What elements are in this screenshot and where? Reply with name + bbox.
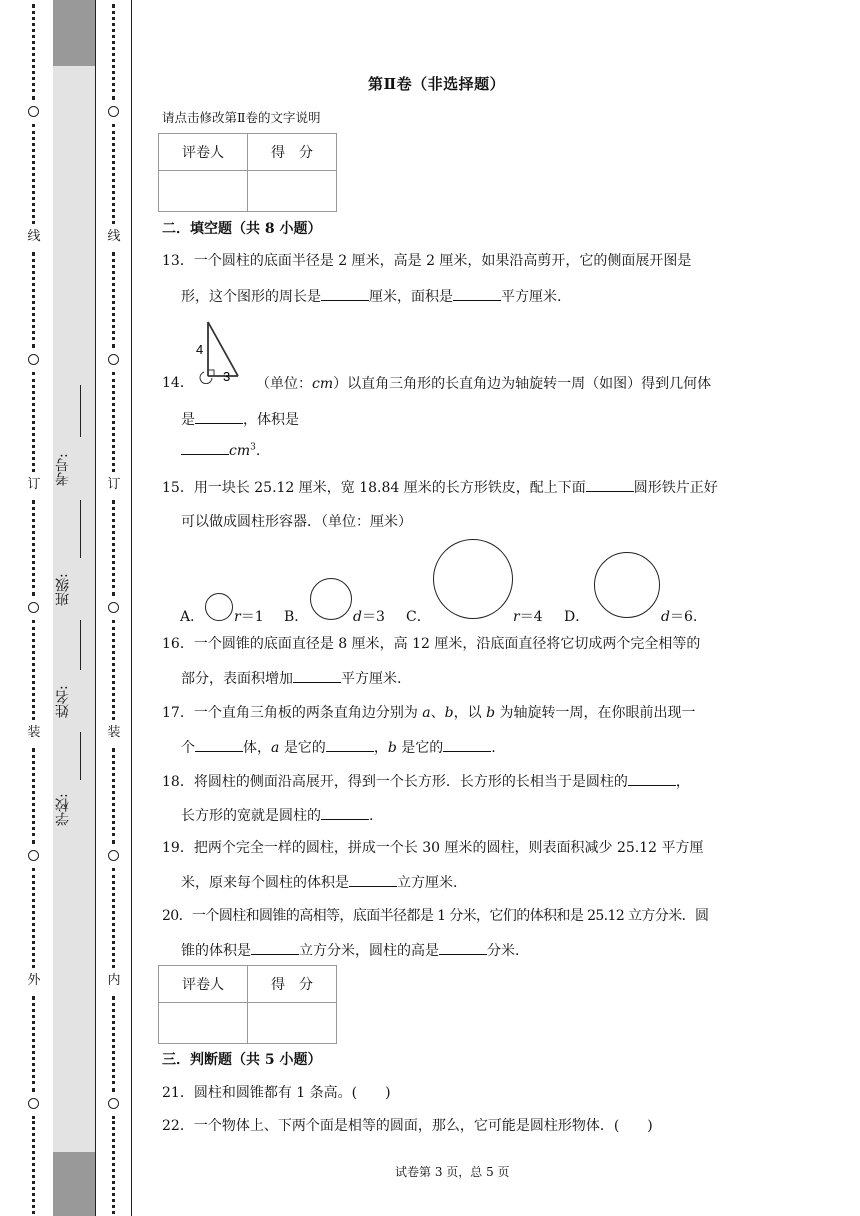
q15-option-b-value: d＝3	[353, 609, 385, 625]
section-note[interactable]: 请点击修改第Ⅱ卷的文字说明	[162, 110, 321, 125]
q18-line2: 长方形的宽就是圆柱的 .	[181, 805, 373, 825]
outer-char-xian: 线	[27, 229, 41, 244]
q15-option-c-label[interactable]: C．	[406, 609, 431, 625]
page-footer: 试卷第 3 页，总 5 页	[395, 1165, 510, 1179]
inner-char-nei: 内	[107, 973, 121, 988]
judge-section-heading: 三．判断题（共 5 小题）	[162, 1052, 322, 1068]
q19-line2: 米，原来每个圆柱的体积是 立方厘米.	[181, 872, 457, 892]
q20-line1: 20．一个圆柱和圆锥的高相等，底面半径都是 1 分米，它们的体积和是 25.12 立方分米．圆	[162, 908, 709, 924]
inner-char-ding: 订	[107, 477, 121, 492]
exam-number-label: 考号:	[55, 453, 71, 487]
school-label: 学校:	[55, 793, 71, 827]
inner-char-xian: 线	[107, 229, 121, 244]
q19-blank[interactable]	[349, 872, 397, 887]
class-label: 班级:	[55, 573, 71, 607]
inner-dotted-column	[107, 0, 121, 1216]
q18-blank-length[interactable]	[628, 771, 676, 786]
grader-cell-2[interactable]	[159, 1003, 248, 1044]
q15-option-a-label[interactable]: A．	[180, 609, 205, 625]
q14-blank-shape[interactable]	[195, 409, 243, 424]
q22: 22．一个物体上、下两个面是相等的圆面，那么，它可能是圆柱形物体．( )	[162, 1118, 653, 1134]
q17-line1: 17．一个直角三角板的两条直角边分别为 a、b，以 b 为轴旋转一周，在你眼前出现一	[162, 705, 696, 721]
q15-option-b-label[interactable]: B．	[284, 609, 309, 625]
circle-option-d	[594, 552, 660, 618]
score-header: 得 分	[248, 134, 337, 171]
q17-blank-b[interactable]	[443, 737, 491, 752]
name-label: 姓名:	[55, 685, 71, 719]
score-table-1	[158, 133, 337, 212]
q15-option-c-value: r＝4	[513, 609, 543, 625]
fill-section-heading: 二．填空题（共 8 小题）	[162, 221, 322, 237]
q20-blank-cone[interactable]	[251, 940, 299, 955]
section-title: 第Ⅱ卷（非选择题）	[368, 75, 506, 93]
q15-option-a-value: r＝1	[234, 609, 264, 625]
q19-line1: 19．把两个完全一样的圆柱，拼成一个长 30 厘米的圆柱，则表面积减少 25.12 平方厘	[162, 840, 704, 856]
q17-blank-shape[interactable]	[195, 737, 243, 752]
grader-header: 评卷人	[159, 134, 248, 171]
q16-line1: 16．一个圆锥的底面直径是 8 厘米，高 12 厘米，沿底面直径将它切成两个完全相等的	[162, 636, 701, 652]
q14-line3: $cm^3$.	[181, 440, 260, 459]
score-cell[interactable]	[248, 171, 337, 212]
q13-blank-perimeter[interactable]	[321, 286, 369, 301]
circle-option-a	[205, 593, 233, 621]
q13-line1: 13．一个圆柱的底面半径是 2 厘米，高是 2 厘米，如果沿高剪开，它的侧面展开图是	[162, 253, 692, 269]
q14-line1: （单位：cm）以直角三角形的长直角边为轴旋转一周（如图）得到几何体	[256, 376, 712, 392]
score-table-2	[158, 965, 337, 1044]
q15-blank[interactable]	[586, 477, 634, 492]
score-cell-2[interactable]	[248, 1003, 337, 1044]
q14-line2: 是 ，体积是	[181, 409, 299, 429]
q17-blank-a[interactable]	[326, 737, 374, 752]
q20-line2: 锥的体积是 立方分米，圆柱的高是 分米.	[181, 940, 519, 960]
q13-blank-area[interactable]	[453, 286, 501, 301]
grader-header-2: 评卷人	[159, 966, 248, 1003]
binding-margin	[0, 0, 135, 1216]
q16-blank[interactable]	[293, 668, 341, 683]
q16-line2: 部分，表面积增加 平方厘米.	[181, 668, 401, 688]
dark-strip-top	[53, 0, 95, 66]
score-header-2: 得 分	[248, 966, 337, 1003]
q15-option-d-label[interactable]: D．	[564, 609, 590, 625]
q18-blank-width[interactable]	[321, 805, 369, 820]
inner-char-zhuang: 装	[107, 725, 121, 740]
q17-line2: 个 体，a 是它的 ，b 是它的 .	[181, 737, 496, 757]
q18-line1: 18．将圆柱的侧面沿高展开，得到一个长方形．长方形的长相当于是圆柱的 ，	[162, 771, 737, 792]
circle-option-b	[310, 578, 352, 620]
q14-number: 14．	[162, 375, 194, 391]
triangle-label-4: 4	[196, 342, 204, 357]
dark-strip-bottom	[53, 1152, 95, 1216]
grader-cell[interactable]	[159, 171, 248, 212]
q20-blank-height[interactable]	[439, 940, 487, 955]
q14-blank-volume[interactable]	[181, 440, 229, 455]
q15-line2: 可以做成圆柱形容器．（单位：厘米）	[181, 514, 412, 530]
triangle-label-3: 3	[223, 369, 231, 384]
outer-char-ding: 订	[27, 477, 41, 492]
outer-char-wai: 外	[27, 973, 41, 988]
q15-option-d-value: d＝6.	[661, 609, 698, 625]
q21: 21．圆柱和圆锥都有 1 条高。( )	[162, 1085, 391, 1101]
outer-dotted-column	[27, 0, 41, 1216]
outer-char-zhuang: 装	[27, 725, 41, 740]
q15-line1: 15．用一块长 25.12 厘米，宽 18.84 厘米的长方形铁皮，配上下面 圆形铁片正好	[162, 477, 737, 498]
q13-line2: 形，这个图形的周长是 厘米，面积是 平方厘米.	[181, 286, 561, 306]
circle-option-c	[433, 539, 513, 619]
